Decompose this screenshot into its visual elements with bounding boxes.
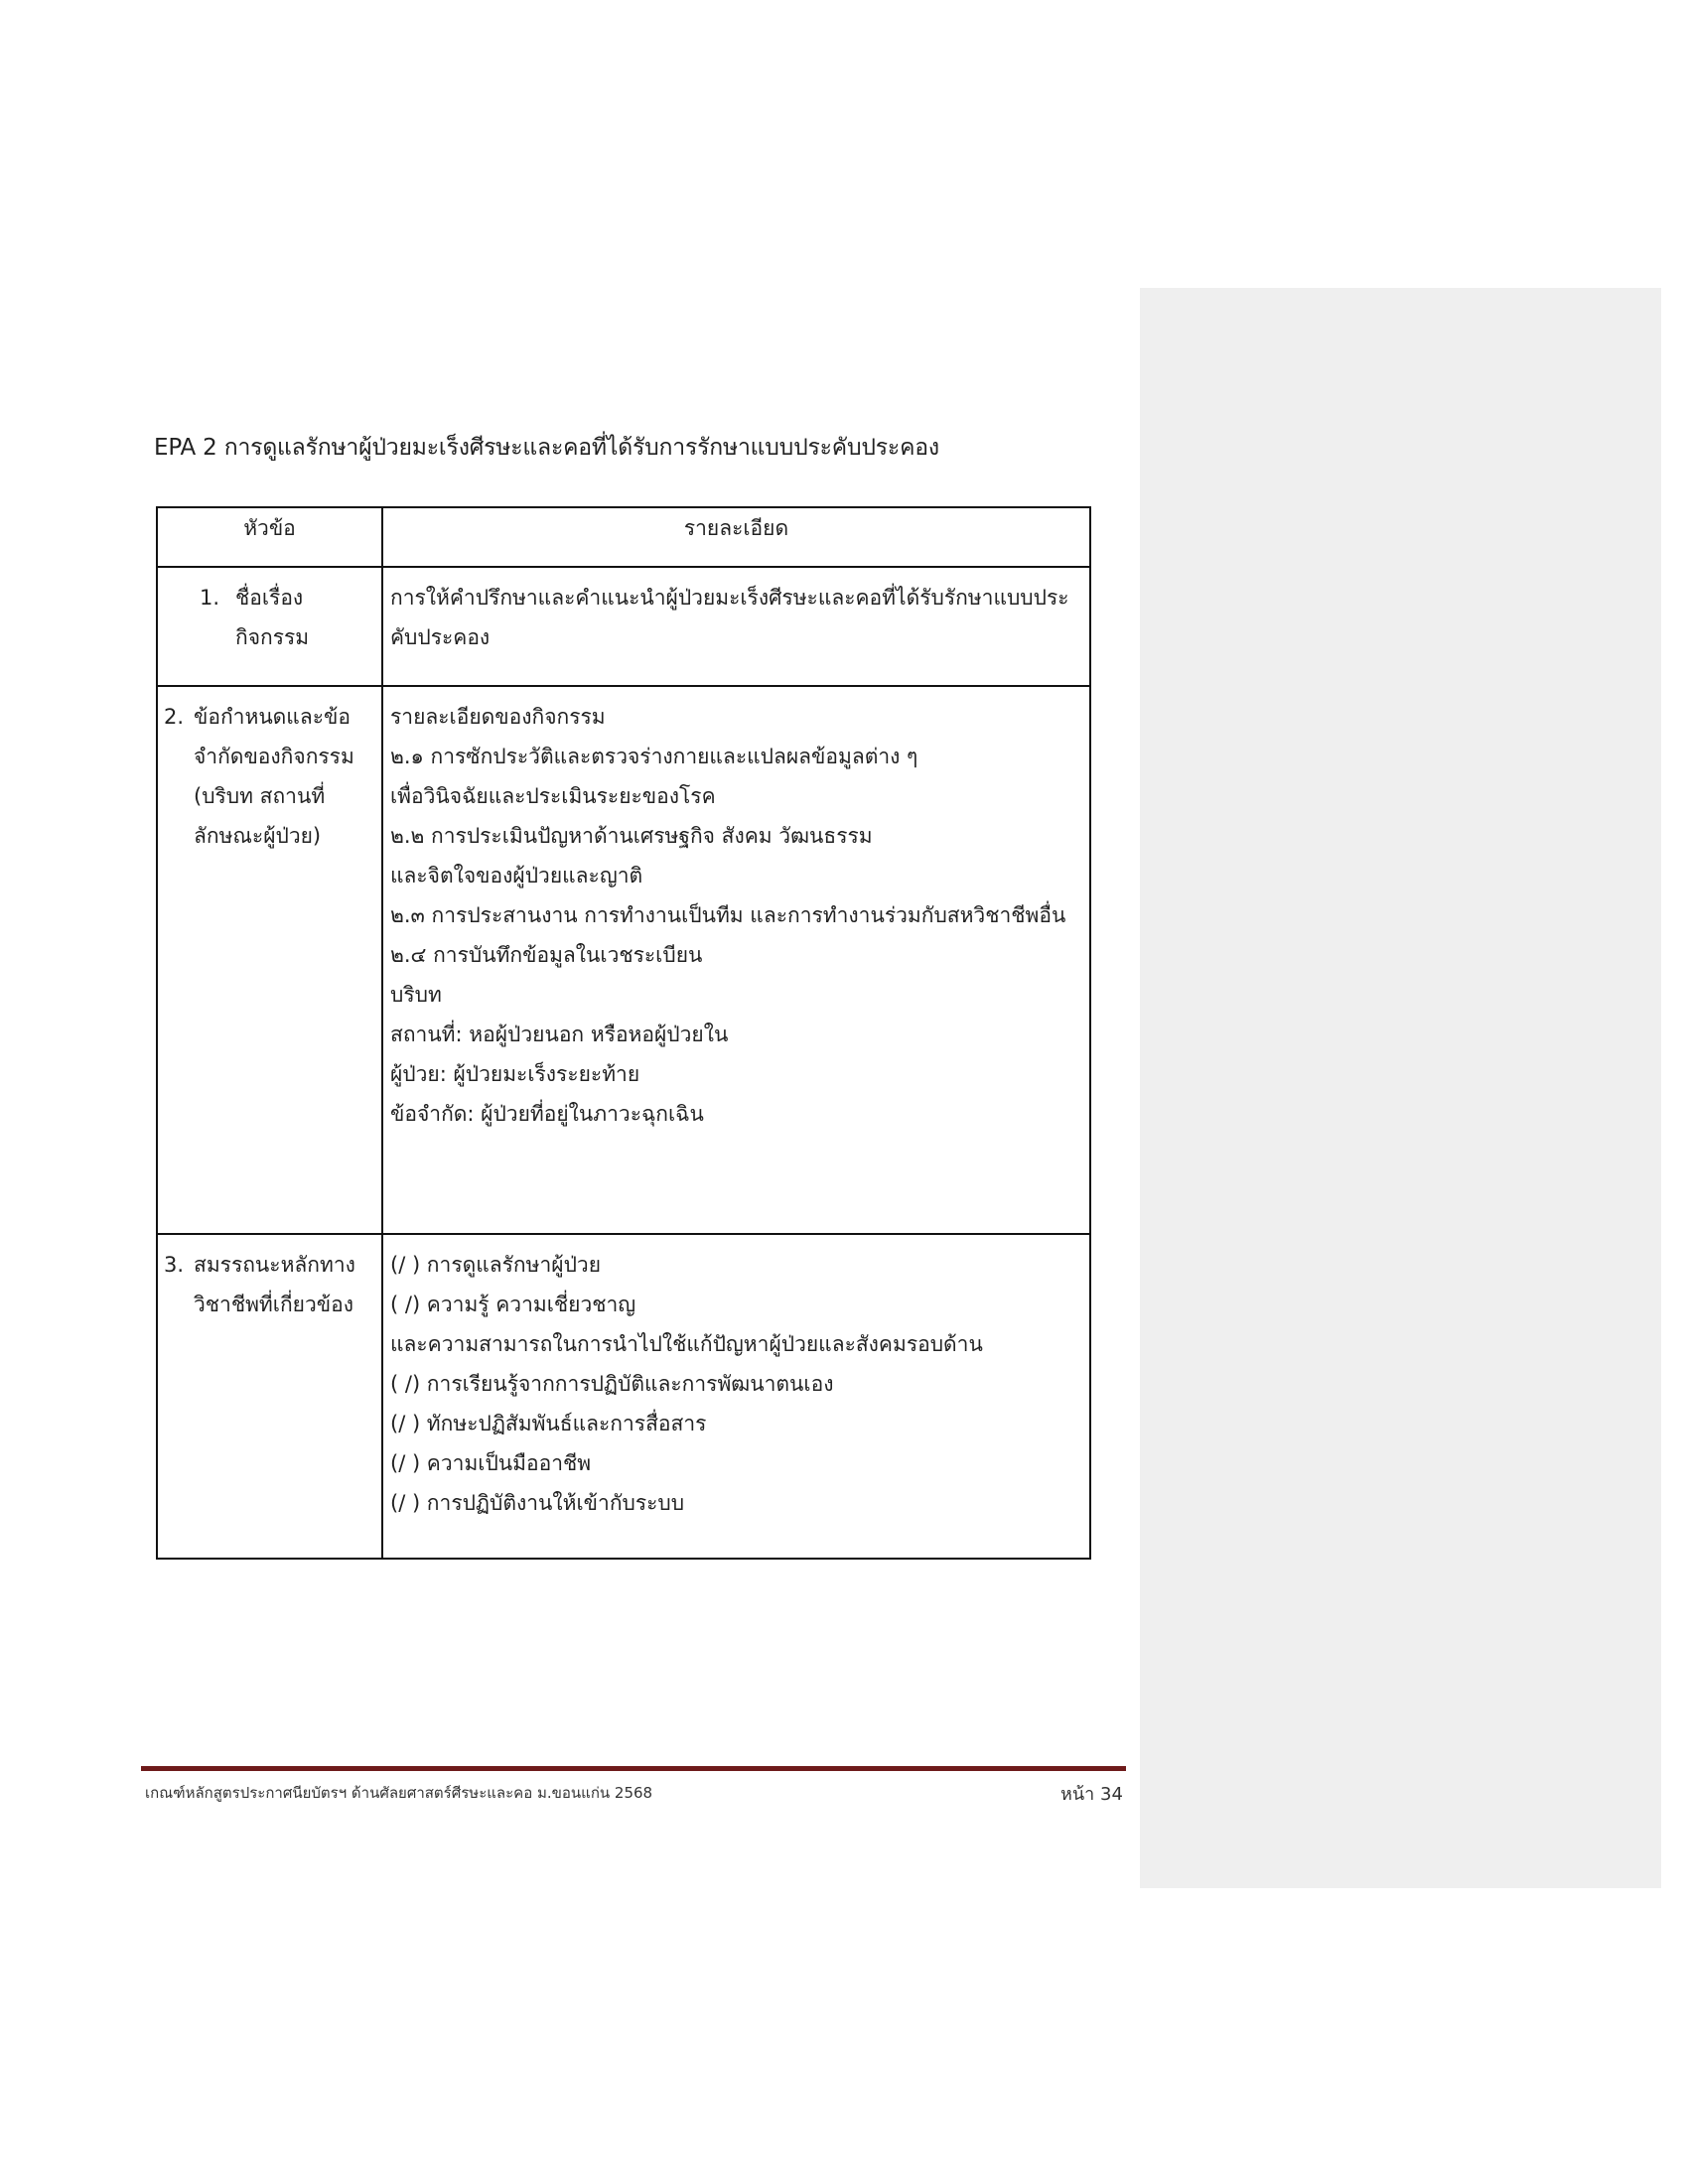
detail-cell: [382, 567, 1090, 686]
page-number: หน้า 34: [1060, 1784, 1123, 1805]
table-row: [157, 1234, 1090, 1559]
footer-text: เกณฑ์หลักสูตรประกาศนียบัตรฯ ด้านศัลยศาสตร์ศีรษะและคอ ม.ขอนแก่น 2568: [145, 1784, 653, 1802]
detail-cell: [382, 686, 1090, 1234]
topic-label: ข้อกำหนดและข้อจำกัดของกิจกรรม (บริบท สถานที่ ลักษณะผู้ป่วย): [194, 705, 354, 848]
competency-item: (/ ) การดูแลรักษาผู้ป่วย: [390, 1253, 601, 1277]
comment-pane: [1140, 288, 1661, 1888]
topic-label: สมรรถนะหลักทางวิชาชีพที่เกี่ยวข้อง: [194, 1253, 355, 1316]
detail-line: สถานที่: หอผู้ป่วยนอก หรือหอผู้ป่วยใน: [390, 1023, 729, 1046]
topic-cell: [157, 686, 382, 1234]
competency-item: (/ ) ความเป็นมืออาชีพ: [390, 1451, 592, 1475]
topic-cell: [157, 567, 382, 686]
topic-number: 2.: [164, 705, 185, 729]
epa-table: [156, 506, 1091, 1560]
competency-item: ( /) การเรียนรู้จากการปฏิบัติและการพัฒนาตนเอง: [390, 1372, 834, 1396]
detail-line: เพื่อวินิจฉัยและประเมินระยะของโรค: [390, 784, 716, 808]
header-detail: รายละเอียด: [382, 507, 1090, 567]
table-header-row: [157, 507, 1090, 567]
competency-item: (/ ) การปฏิบัติงานให้เข้ากับระบบ: [390, 1491, 685, 1515]
footer-rule: [141, 1766, 1126, 1771]
table-row: [157, 567, 1090, 686]
detail-line: การให้คำปรึกษาและคำแนะนำผู้ป่วยมะเร็งศีรษะและคอที่ได้รับรักษาแบบประ: [390, 586, 1069, 610]
header-topic: หัวข้อ: [157, 507, 382, 567]
topic-number: 3.: [164, 1253, 185, 1277]
detail-line: ๒.๔ การบันทึกข้อมูลในเวชระเบียน: [390, 943, 703, 967]
detail-line: คับประคอง: [390, 625, 491, 649]
detail-cell: [382, 1234, 1090, 1559]
topic-label: ชื่อเรื่องกิจกรรม: [235, 586, 310, 649]
competency-item: (/ ) ทักษะปฏิสัมพันธ์และการสื่อสาร: [390, 1412, 707, 1435]
detail-line: และจิตใจของผู้ป่วยและญาติ: [390, 864, 643, 887]
detail-line: ๒.๒ การประเมินปัญหาด้านเศรษฐกิจ สังคม วัฒนธรรม: [390, 824, 873, 848]
topic-number: 1.: [200, 586, 220, 610]
detail-line: รายละเอียดของกิจกรรม: [390, 705, 606, 729]
detail-line: ๒.๓ การประสานงาน การทำงานเป็นทีม และการทำงานร่วมกับสหวิชาชีพอื่น: [390, 903, 1066, 927]
detail-line: ๒.๑ การซักประวัติและตรวจร่างกายและแปลผลข้อมูลต่าง ๆ: [390, 745, 918, 768]
detail-line: บริบท: [390, 983, 442, 1007]
table-row: [157, 686, 1090, 1234]
detail-line: ผู้ป่วย: ผู้ป่วยมะเร็งระยะท้าย: [390, 1062, 640, 1086]
detail-line: ข้อจำกัด: ผู้ป่วยที่อยู่ในภาวะฉุกเฉิน: [390, 1102, 704, 1126]
page-title: EPA 2 การดูแลรักษาผู้ป่วยมะเร็งศีรษะและคอที่ได้รับการรักษาแบบประคับประคอง: [154, 435, 939, 461]
topic-cell: [157, 1234, 382, 1559]
competency-item: ( /) ความรู้ ความเชี่ยวชาญ: [390, 1293, 636, 1316]
competency-item: และความสามารถในการนำไปใช้แก้ปัญหาผู้ป่วยและสังคมรอบด้าน: [390, 1332, 983, 1356]
